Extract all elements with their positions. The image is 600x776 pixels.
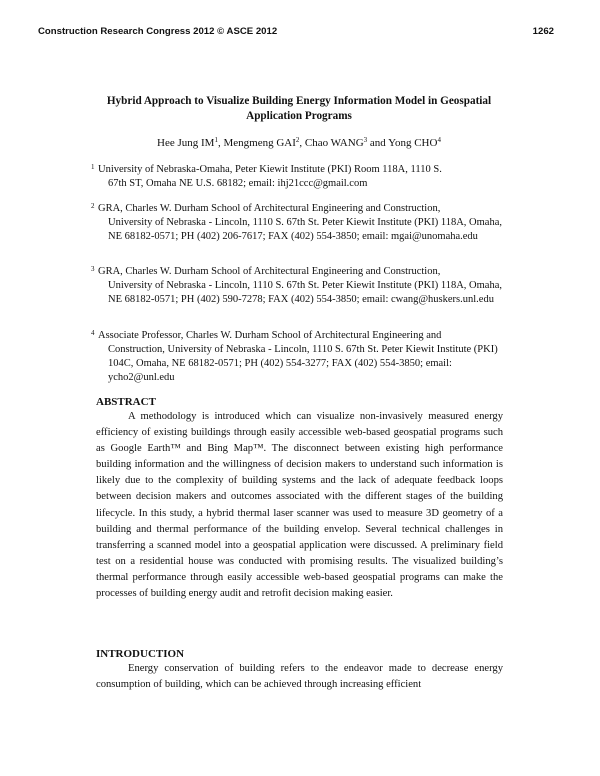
affiliation-rest: 67th ST, Omaha NE U.S. 68182; email: ihj21ccc@gmail.com [108, 178, 368, 189]
author-affiliation-marker: 1 [214, 136, 218, 144]
affiliation-first-line: University of Nebraska-Omaha, Peter Kiewit Institute (PKI) Room 118A, 1110 S. [98, 164, 442, 175]
running-header [38, 26, 554, 40]
paper-title [60, 94, 538, 124]
paper-title-line-1: Hybrid Approach to Visualize Building Energy Information Model in Geospatial [106, 95, 492, 107]
author-name: Chao WANG [304, 137, 364, 149]
author-name: Mengmeng GAI [223, 137, 296, 149]
abstract-heading: ABSTRACT [96, 396, 156, 408]
affiliation-rest: University of Nebraska - Lincoln, 1110 S. 67th St. Peter Kiewit Institute (PKI) 118A, Omaha, NE 68182-0571; PH (402) 206-7617; FAX (402) 554-3850; email: mgai@unomaha.edu [108, 217, 502, 242]
introduction-body: Energy conservation of building refers to the endeavor made to decrease energy consumption of building, which can be achieved through increasing efficient [96, 663, 503, 691]
author-separator: , [217, 137, 224, 149]
affiliation-4 [91, 329, 506, 385]
affiliation-number: 1 [91, 163, 95, 171]
conference-citation: Construction Research Congress 2012 © ASCE 2012 [38, 26, 278, 37]
affiliation-number: 3 [91, 265, 95, 273]
affiliation-number: 4 [91, 329, 95, 337]
author-affiliation-marker: 2 [295, 136, 300, 144]
affiliation-number: 2 [91, 202, 95, 210]
affiliation-first-line: GRA, Charles W. Durham School of Architectural Engineering and Construction, [98, 266, 441, 277]
page-number: 1262 [532, 26, 554, 37]
affiliation-first-line: Associate Professor, Charles W. Durham School of Architectural Engineering and [98, 330, 442, 341]
author-list [60, 136, 538, 150]
affiliation-2 [91, 202, 506, 244]
author-affiliation-marker: 4 [437, 136, 441, 144]
affiliation-3 [91, 265, 506, 307]
affiliation-rest: Construction, University of Nebraska - Lincoln, 1110 S. 67th St. Peter Kiewit Institute (PKI) 104C, Omaha, NE 68182-0571; PH (402) 554-3277; FAX (402) 554-3850; email: ycho2@unl.edu [108, 344, 498, 383]
affiliation-rest: University of Nebraska - Lincoln, 1110 S. 67th St. Peter Kiewit Institute (PKI) 118A, Omaha, NE 68182-0571; PH (402) 590-7278; FAX (402) 554-3850; email: cwang@huskers.unl.edu [108, 280, 502, 305]
abstract-body: A methodology is introduced which can visualize non-invasively measured energy efficiency of existing buildings through easily accessible web-based geospatial programs such as Google Earth™ and Bing Map™. The disconnect between existing high performance building information and the willingness of decision makers to understand such information is likely due to the complexity of building systems and the lack of adequate feedback loops between decision makers and outcomes associated with the different stages of the building lifecycle. In this study, a hybrid thermal laser scanner was used to measure 3D geometry of a building and thermal performance of the building envelop. Several technical challenges in transferring a scanned model into a geospatial application were discussed. A preliminary field test on a residential house was conducted with promising results. The visualized building’s thermal performance through easily accessible web-based geospatial programs can make the processes of building energy audit and retrofit decision making easier. [96, 411, 503, 600]
author-name: Yong CHO [388, 137, 438, 149]
affiliation-first-line: GRA, Charles W. Durham School of Architectural Engineering and Construction, [98, 203, 441, 214]
author-name: Hee Jung IM [157, 137, 215, 149]
introduction-heading: INTRODUCTION [96, 648, 185, 660]
author-affiliation-marker: 3 [363, 136, 368, 144]
author-separator: and [367, 137, 389, 149]
paper-title-line-2: Application Programs [246, 110, 352, 122]
author-separator: , [299, 137, 305, 149]
affiliation-1 [91, 163, 506, 191]
